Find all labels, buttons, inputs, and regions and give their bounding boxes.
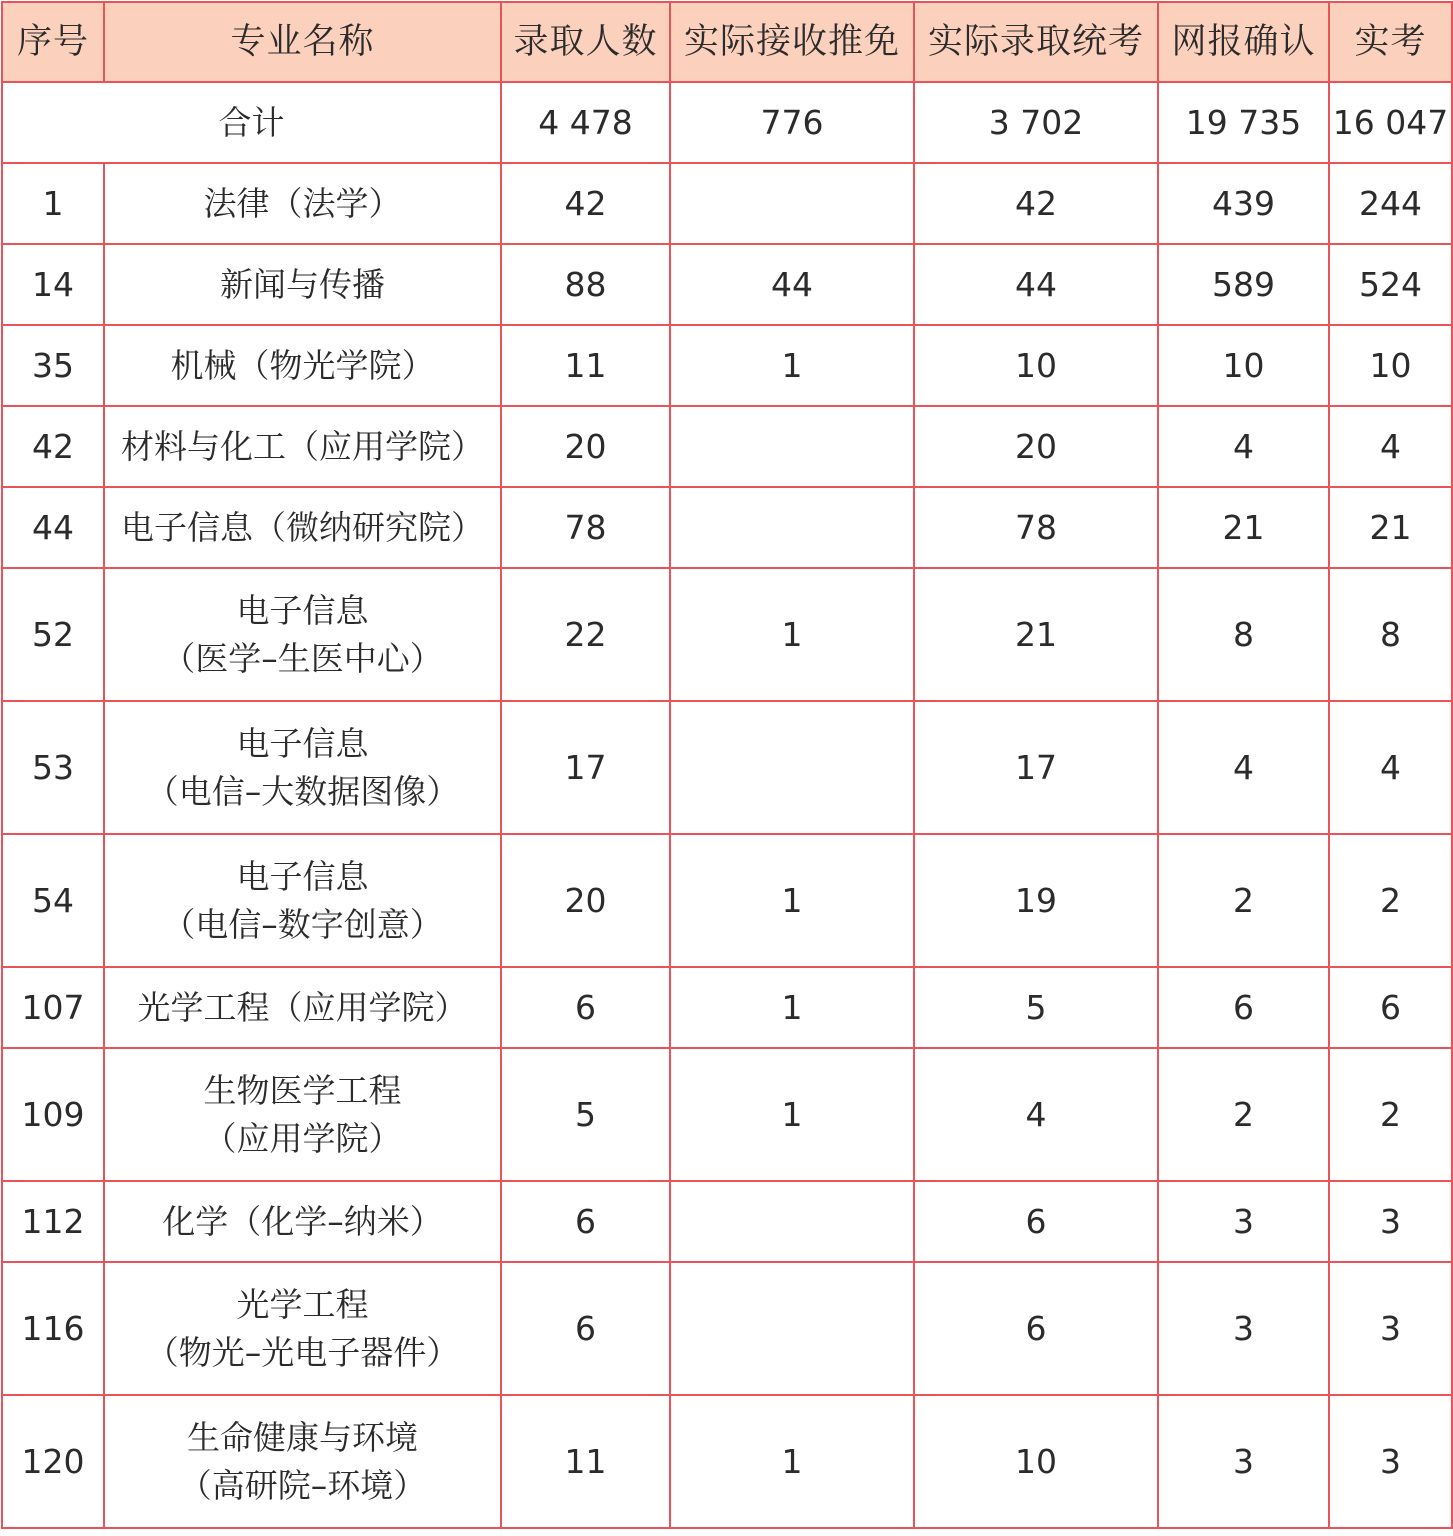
cell-exam-admitted: 17	[914, 701, 1158, 834]
major-name-line1: 化学（化学–纳米）	[162, 1201, 443, 1241]
table-row	[2, 1395, 1452, 1528]
major-name-line2: （应用学院）	[203, 1118, 402, 1158]
cell-exam-admitted: 5	[914, 967, 1158, 1048]
cell-major-name	[104, 325, 501, 406]
cell-id: 1	[2, 163, 104, 244]
header-row	[2, 2, 1452, 82]
cell-admitted: 42	[501, 163, 670, 244]
cell-id: 52	[2, 568, 104, 701]
admission-table	[1, 1, 1453, 1529]
header-admitted: 录取人数	[501, 2, 670, 82]
cell-registered: 439	[1158, 163, 1329, 244]
cell-sat: 4	[1329, 406, 1452, 487]
cell-registered: 6	[1158, 967, 1329, 1048]
cell-id: 112	[2, 1181, 104, 1262]
cell-exam-admitted: 19	[914, 834, 1158, 967]
cell-registered: 10	[1158, 325, 1329, 406]
cell-major-name	[104, 406, 501, 487]
table-row	[2, 1048, 1452, 1181]
cell-sat: 4	[1329, 701, 1452, 834]
cell-admitted: 6	[501, 1262, 670, 1395]
cell-exempt	[670, 406, 914, 487]
table-row	[2, 163, 1452, 244]
header-sat: 实考	[1329, 2, 1452, 82]
major-name-line1: 电子信息	[236, 590, 369, 630]
cell-major-name	[104, 701, 501, 834]
major-name-line1: 电子信息	[236, 723, 369, 763]
table-row	[2, 834, 1452, 967]
cell-registered: 3	[1158, 1395, 1329, 1528]
cell-registered: 589	[1158, 244, 1329, 325]
cell-major-name	[104, 834, 501, 967]
major-name-line1: 材料与化工（应用学院）	[121, 426, 484, 466]
total-exam-admitted: 3 702	[914, 82, 1158, 163]
major-name-line2: （电信–大数据图像）	[145, 771, 460, 811]
major-name-line1: 光学工程（应用学院）	[137, 987, 468, 1027]
major-name-line2: （电信–数字创意）	[162, 904, 443, 944]
total-registered: 19 735	[1158, 82, 1329, 163]
cell-sat: 8	[1329, 568, 1452, 701]
total-exempt: 776	[670, 82, 914, 163]
cell-sat: 3	[1329, 1262, 1452, 1395]
cell-major-name	[104, 1181, 501, 1262]
cell-exam-admitted: 4	[914, 1048, 1158, 1181]
cell-admitted: 88	[501, 244, 670, 325]
cell-major-name	[104, 1395, 501, 1528]
table-row	[2, 701, 1452, 834]
cell-sat: 244	[1329, 163, 1452, 244]
cell-sat: 10	[1329, 325, 1452, 406]
cell-admitted: 17	[501, 701, 670, 834]
header-id: 序号	[2, 2, 104, 82]
table-row	[2, 1181, 1452, 1262]
cell-registered: 4	[1158, 701, 1329, 834]
cell-admitted: 20	[501, 406, 670, 487]
major-name-line1: 电子信息（微纳研究院）	[121, 507, 484, 547]
cell-exam-admitted: 6	[914, 1181, 1158, 1262]
cell-registered: 2	[1158, 834, 1329, 967]
cell-id: 44	[2, 487, 104, 568]
cell-admitted: 6	[501, 967, 670, 1048]
major-name-line2: （高研院–环境）	[178, 1465, 427, 1505]
cell-exempt: 44	[670, 244, 914, 325]
major-name-line1: 光学工程	[236, 1284, 369, 1324]
cell-exam-admitted: 21	[914, 568, 1158, 701]
cell-registered: 3	[1158, 1262, 1329, 1395]
table-row	[2, 568, 1452, 701]
table-row	[2, 244, 1452, 325]
cell-id: 116	[2, 1262, 104, 1395]
header-major-name: 专业名称	[104, 2, 501, 82]
cell-id: 109	[2, 1048, 104, 1181]
cell-major-name	[104, 163, 501, 244]
total-row	[2, 82, 1452, 163]
cell-exempt: 1	[670, 325, 914, 406]
cell-exam-admitted: 42	[914, 163, 1158, 244]
cell-exam-admitted: 20	[914, 406, 1158, 487]
cell-sat: 6	[1329, 967, 1452, 1048]
cell-exempt	[670, 701, 914, 834]
cell-exempt: 1	[670, 967, 914, 1048]
cell-registered: 21	[1158, 487, 1329, 568]
cell-exempt: 1	[670, 1048, 914, 1181]
cell-major-name	[104, 244, 501, 325]
cell-sat: 3	[1329, 1395, 1452, 1528]
cell-exempt	[670, 1181, 914, 1262]
major-name-line1: 生物医学工程	[203, 1070, 402, 1110]
table-row	[2, 1262, 1452, 1395]
total-admitted: 4 478	[501, 82, 670, 163]
major-name-line1: 新闻与传播	[220, 264, 385, 304]
cell-admitted: 6	[501, 1181, 670, 1262]
major-name-line1: 法律（法学）	[203, 183, 402, 223]
cell-exam-admitted: 10	[914, 1395, 1158, 1528]
cell-registered: 4	[1158, 406, 1329, 487]
cell-exempt: 1	[670, 834, 914, 967]
cell-exam-admitted: 78	[914, 487, 1158, 568]
cell-admitted: 11	[501, 1395, 670, 1528]
cell-exam-admitted: 10	[914, 325, 1158, 406]
cell-id: 14	[2, 244, 104, 325]
cell-id: 120	[2, 1395, 104, 1528]
cell-admitted: 22	[501, 568, 670, 701]
cell-admitted: 20	[501, 834, 670, 967]
cell-major-name	[104, 487, 501, 568]
cell-major-name	[104, 1262, 501, 1395]
cell-admitted: 11	[501, 325, 670, 406]
cell-sat: 21	[1329, 487, 1452, 568]
total-sat: 16 047	[1329, 82, 1452, 163]
cell-exempt	[670, 163, 914, 244]
cell-admitted: 5	[501, 1048, 670, 1181]
cell-admitted: 78	[501, 487, 670, 568]
header-exam-admitted: 实际录取统考	[914, 2, 1158, 82]
table-row	[2, 406, 1452, 487]
cell-sat: 2	[1329, 834, 1452, 967]
cell-exempt: 1	[670, 568, 914, 701]
table-row	[2, 967, 1452, 1048]
cell-registered: 2	[1158, 1048, 1329, 1181]
cell-registered: 3	[1158, 1181, 1329, 1262]
cell-exempt	[670, 1262, 914, 1395]
header-exempt: 实际接收推免	[670, 2, 914, 82]
cell-id: 53	[2, 701, 104, 834]
cell-exam-admitted: 6	[914, 1262, 1158, 1395]
cell-registered: 8	[1158, 568, 1329, 701]
cell-id: 35	[2, 325, 104, 406]
table-row	[2, 487, 1452, 568]
header-registered: 网报确认	[1158, 2, 1329, 82]
cell-exempt: 1	[670, 1395, 914, 1528]
cell-sat: 524	[1329, 244, 1452, 325]
major-name-line2: （物光–光电子器件）	[145, 1332, 460, 1372]
cell-sat: 2	[1329, 1048, 1452, 1181]
major-name-line1: 生命健康与环境	[187, 1417, 418, 1457]
table-row	[2, 325, 1452, 406]
cell-major-name	[104, 568, 501, 701]
major-name-line1: 机械（物光学院）	[170, 345, 435, 385]
cell-sat: 3	[1329, 1181, 1452, 1262]
total-label: 合计	[2, 82, 501, 163]
cell-id: 54	[2, 834, 104, 967]
cell-exempt	[670, 487, 914, 568]
major-name-line2: （医学–生医中心）	[162, 638, 443, 678]
major-name-line1: 电子信息	[236, 856, 369, 896]
cell-exam-admitted: 44	[914, 244, 1158, 325]
cell-major-name	[104, 1048, 501, 1181]
cell-id: 107	[2, 967, 104, 1048]
cell-major-name	[104, 967, 501, 1048]
cell-id: 42	[2, 406, 104, 487]
